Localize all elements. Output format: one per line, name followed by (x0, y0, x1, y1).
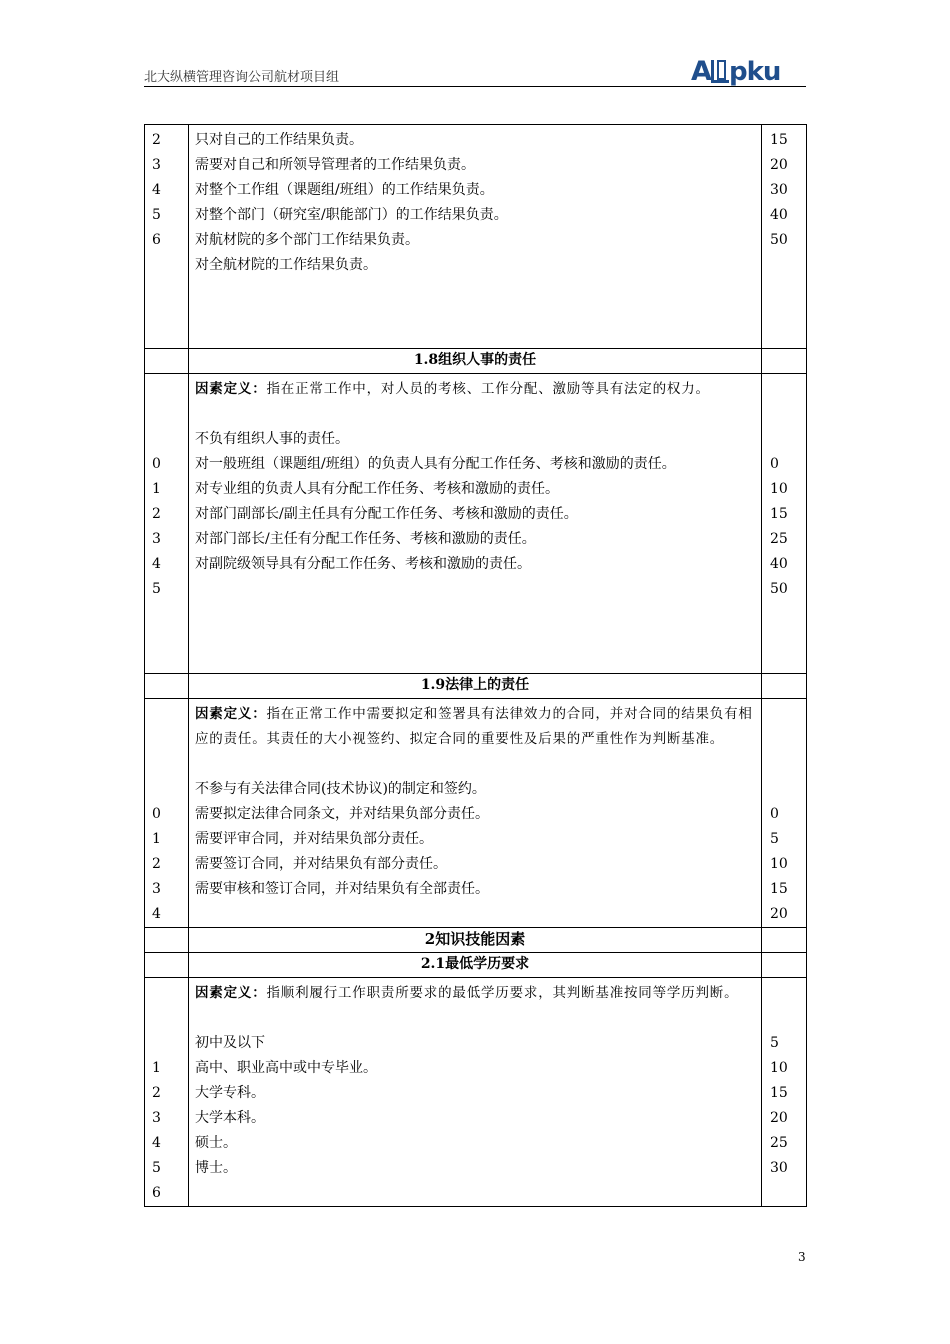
allpku-logo (691, 56, 806, 86)
svg-text:A: A (691, 56, 711, 86)
score-cell: 5 (770, 831, 779, 847)
page-header (144, 56, 806, 87)
row-s21-content (145, 978, 807, 1207)
score-cell: 15 (770, 1085, 788, 1101)
score-cell: 20 (770, 157, 788, 173)
score-cell: 40 (770, 556, 788, 572)
score-cell: 25 (770, 531, 788, 547)
s19-definition (195, 702, 755, 752)
s2-title: 2知识技能因素 (189, 928, 762, 953)
level-cell: 6 (152, 1185, 161, 1201)
item-text: 对部门副部长/副主任具有分配工作任务、考核和激励的责任。 (195, 506, 578, 522)
item-text: 不负有组织人事的责任。 (195, 431, 349, 447)
level-cell: 4 (152, 182, 161, 198)
s21-title-blank-right (762, 953, 807, 978)
score-cell: 20 (770, 906, 788, 922)
score-cell: 15 (770, 506, 788, 522)
item-text: 对专业组的负责人具有分配工作任务、考核和激励的责任。 (195, 481, 559, 497)
level-cell: 5 (152, 207, 161, 223)
item-text: 对副院级领导具有分配工作任务、考核和激励的责任。 (195, 556, 531, 572)
level-cell: 3 (152, 1110, 161, 1126)
item-text: 只对自己的工作结果负责。 (195, 132, 363, 148)
s18-scores (762, 374, 807, 674)
score-cell: 20 (770, 1110, 788, 1126)
item-text: 对部门部长/主任有分配工作任务、考核和激励的责任。 (195, 531, 536, 547)
allpku-logo-graphic (691, 56, 806, 86)
item-text: 大学本科。 (195, 1110, 265, 1126)
s17-scores (762, 125, 807, 349)
item-text: 对整个部门（研究室/职能部门）的工作结果负责。 (195, 207, 508, 223)
score-cell: 10 (770, 1060, 788, 1076)
score-cell: 50 (770, 232, 788, 248)
s18-items (189, 374, 762, 674)
row-s18-content (145, 374, 807, 674)
s19-scores (762, 699, 807, 928)
item-text: 需要对自己和所领导管理者的工作结果负责。 (195, 157, 475, 173)
item-text: 大学专科。 (195, 1085, 265, 1101)
item-text: 对航材院的多个部门工作结果负责。 (195, 232, 419, 248)
level-cell: 1 (152, 481, 161, 497)
s19-title-blank-left (145, 674, 189, 699)
definition-label: 因素定义： (195, 381, 267, 397)
s21-items (189, 978, 762, 1207)
s2-title-blank-left (145, 928, 189, 953)
level-cell: 3 (152, 157, 161, 173)
level-cell: 1 (152, 1060, 161, 1076)
s2-title-blank-right (762, 928, 807, 953)
page-number: 3 (798, 1250, 806, 1264)
level-cell: 4 (152, 906, 161, 922)
item-text: 需要签订合同，并对结果负有部分责任。 (195, 856, 447, 872)
score-cell: 15 (770, 881, 788, 897)
row-s19-content (145, 699, 807, 928)
score-cell: 5 (770, 1035, 779, 1051)
s18-title-blank-left (145, 349, 189, 374)
s21-scores (762, 978, 807, 1207)
definition-text: 指在正常工作中需要拟定和签署具有法律效力的合同，并对合同的结果负有相应的责任。其责任的大小视签约、拟定合同的重要性及后果的严重性作为判断基准。 (195, 706, 753, 747)
level-cell: 3 (152, 881, 161, 897)
score-cell: 0 (770, 456, 779, 472)
level-cell: 5 (152, 1160, 161, 1176)
score-cell: 50 (770, 581, 788, 597)
s18-definition (195, 377, 755, 402)
definition-label: 因素定义： (195, 985, 267, 1001)
level-cell: 4 (152, 556, 161, 572)
item-text: 对整个工作组（课题组/班组）的工作结果负责。 (195, 182, 494, 198)
score-cell: 10 (770, 481, 788, 497)
s19-items (189, 699, 762, 928)
score-cell: 10 (770, 856, 788, 872)
s21-definition (195, 981, 755, 1006)
item-text: 硕士。 (195, 1135, 237, 1151)
level-cell: 2 (152, 132, 161, 148)
level-cell: 2 (152, 856, 161, 872)
item-text: 需要审核和签订合同，并对结果负有全部责任。 (195, 881, 489, 897)
item-text: 需要评审合同，并对结果负部分责任。 (195, 831, 433, 847)
s19-title-blank-right (762, 674, 807, 699)
score-cell: 30 (770, 1160, 788, 1176)
row-s2-title (145, 928, 807, 953)
score-cell: 25 (770, 1135, 788, 1151)
level-cell: 3 (152, 531, 161, 547)
row-s19-title (145, 674, 807, 699)
row-s18-title (145, 349, 807, 374)
item-text: 高中、职业高中或中专毕业。 (195, 1060, 377, 1076)
s21-levels (145, 978, 189, 1207)
s21-title-blank-left (145, 953, 189, 978)
s18-title: 1.8组织人事的责任 (189, 349, 762, 374)
item-text: 需要拟定法律合同条文，并对结果负部分责任。 (195, 806, 489, 822)
level-cell: 0 (152, 806, 161, 822)
definition-text: 指顺利履行工作职责所要求的最低学历要求，其判断基准按同等学历判断。 (266, 985, 739, 1001)
level-cell: 1 (152, 831, 161, 847)
s17-levels (145, 125, 189, 349)
s21-title: 2.1最低学历要求 (189, 953, 762, 978)
item-text: 对一般班组（课题组/班组）的负责人具有分配工作任务、考核和激励的责任。 (195, 456, 676, 472)
level-cell: 4 (152, 1135, 161, 1151)
s18-title-blank-right (762, 349, 807, 374)
score-cell: 30 (770, 182, 788, 198)
level-cell: 5 (152, 581, 161, 597)
definition-text: 指在正常工作中，对人员的考核、工作分配、激励等具有法定的权力。 (266, 381, 710, 397)
row-s21-title (145, 953, 807, 978)
level-cell: 2 (152, 506, 161, 522)
s19-levels (145, 699, 189, 928)
item-text: 博士。 (195, 1160, 237, 1176)
header-org-name: 北大纵横管理咨询公司航材项目组 (144, 70, 340, 85)
definition-label: 因素定义： (195, 706, 267, 722)
s19-title: 1.9法律上的责任 (189, 674, 762, 699)
level-cell: 6 (152, 232, 161, 248)
item-text: 对全航材院的工作结果负责。 (195, 257, 377, 273)
score-cell: 40 (770, 207, 788, 223)
item-text: 初中及以下 (195, 1035, 265, 1051)
score-cell: 0 (770, 806, 779, 822)
svg-text:pku: pku (729, 57, 781, 86)
s17-items (189, 125, 762, 349)
score-cell: 15 (770, 132, 788, 148)
row-s17-content (145, 125, 807, 349)
level-cell: 0 (152, 456, 161, 472)
item-text: 不参与有关法律合同(技术协议)的制定和签约。 (195, 781, 486, 797)
level-cell: 2 (152, 1085, 161, 1101)
s18-levels (145, 374, 189, 674)
factor-table (144, 124, 807, 1207)
